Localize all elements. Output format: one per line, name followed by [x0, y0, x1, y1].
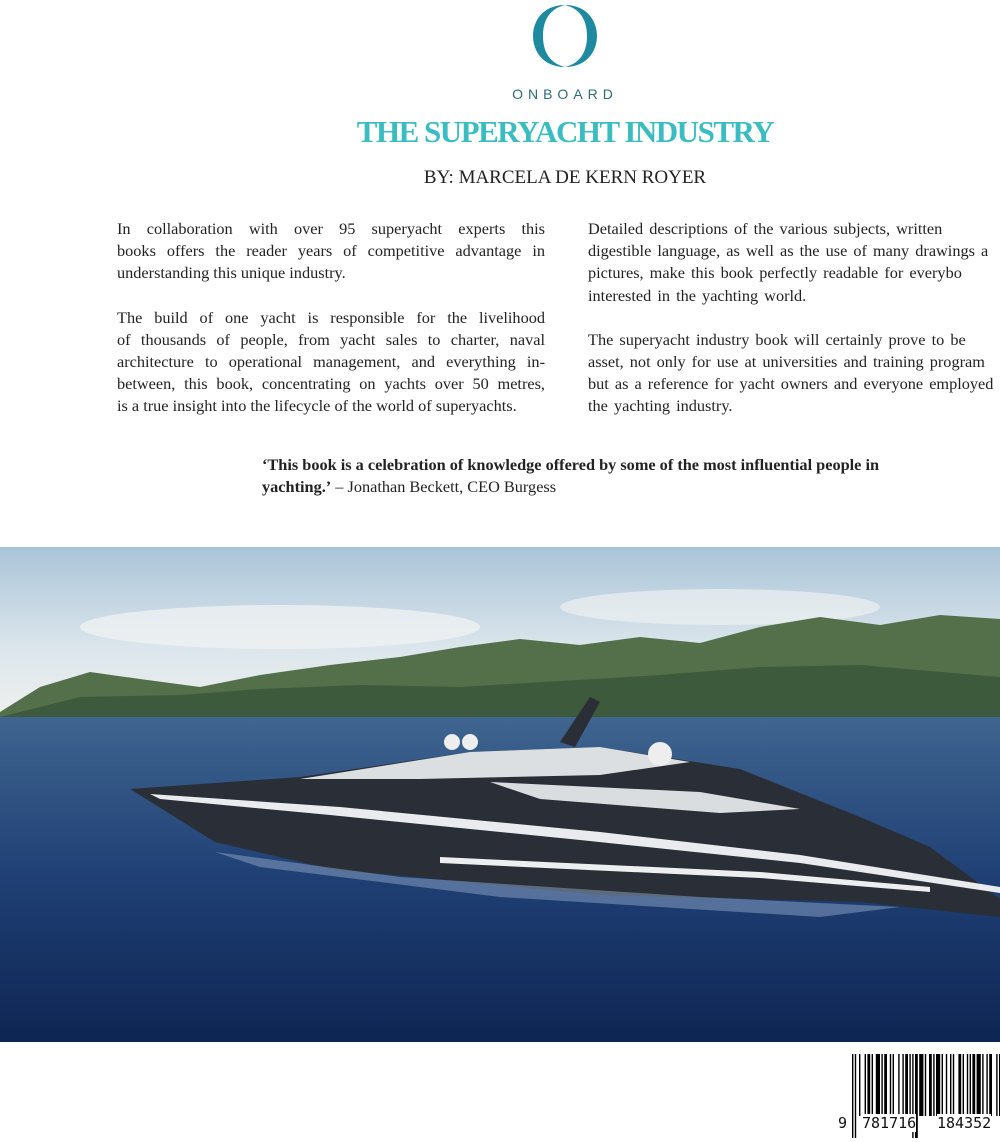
barcode-bar: [946, 1054, 947, 1116]
barcode-bar: [970, 1054, 971, 1116]
barcode-bar: [963, 1054, 964, 1116]
text-line: understanding this unique industry.: [117, 263, 346, 283]
barcode-bar: [893, 1054, 894, 1116]
text-line: architecture to operational management, and everything in-: [117, 352, 545, 372]
barcode-bar: [925, 1054, 926, 1116]
text-line: the yachting industry.: [588, 396, 733, 416]
barcode-bar: [881, 1054, 882, 1116]
text-line: The superyacht industry book will certainly prove to be: [588, 329, 966, 349]
brand-name: ONBOARD: [512, 86, 618, 102]
barcode-bar: [953, 1054, 954, 1116]
barcode-bar: [972, 1054, 975, 1116]
text-line: but as a reference for yacht owners and everyone employed: [588, 374, 994, 394]
barcode-bar: [977, 1054, 981, 1116]
text-line: is a true insight into the lifecycle of the world of superyachts.: [117, 396, 517, 416]
barcode-bar: [996, 1054, 997, 1116]
text-line: Detailed descriptions of the various subjects, written: [588, 219, 943, 238]
barcode-bar: [986, 1054, 987, 1116]
quote-text: ‘This book is a celebration of knowledge offered by some of the most influential people in yachting.’: [262, 455, 880, 496]
barcode-bar: [950, 1054, 951, 1116]
barcode-bar: [919, 1054, 923, 1116]
barcode-bar: [929, 1054, 932, 1116]
barcode-bar: [909, 1054, 910, 1116]
barcode-bar: [942, 1054, 943, 1116]
barcode-bar: [865, 1054, 866, 1116]
barcode-bar: [859, 1054, 860, 1116]
description-right-column: [588, 218, 1000, 418]
barcode-bar: [872, 1054, 873, 1116]
barcode-bar: [989, 1054, 992, 1116]
book-title: THE SUPERYACHT INDUSTRY: [356, 114, 774, 149]
barcode-bar: [905, 1054, 908, 1116]
text-line: In collaboration with over 95 superyacht experts this: [117, 219, 545, 238]
barcode-bar: [958, 1054, 961, 1116]
isbn-digit-prefix: 9: [838, 1114, 848, 1132]
text-line: books offers the reader years of competitive advantage in: [117, 241, 545, 261]
text-line: The build of one yacht is responsible for the livelihood: [117, 307, 545, 327]
barcode-bar: [898, 1054, 899, 1116]
text-line: between, this book, concentrating on yachts over 50 metres,: [117, 374, 545, 394]
barcode-bar: [852, 1054, 853, 1138]
barcode-bar: [982, 1054, 983, 1116]
text-line: interested in the yachting world.: [588, 285, 807, 305]
barcode-bar: [890, 1054, 891, 1116]
quote-attribution: – Jonathan Beckett, CEO Burgess: [331, 477, 557, 496]
text-line: pictures, make this book perfectly readable for everybo: [588, 263, 962, 283]
isbn-digits-right: 184352: [937, 1114, 992, 1132]
book-author: BY: MARCELA DE KERN ROYER: [423, 167, 707, 188]
barcode-bar: [876, 1054, 880, 1116]
barcode-bar: [884, 1054, 887, 1116]
isbn-digits-left: 781716: [862, 1114, 917, 1132]
onboard-logo-icon: [529, 3, 601, 69]
description-left-column: [117, 218, 545, 418]
endorsement-quote: [262, 454, 902, 498]
barcode-bar: [902, 1054, 903, 1116]
text-line: of thousands of people, from yacht sales to charter, naval: [117, 329, 545, 349]
barcode-bar: [933, 1054, 934, 1116]
yacht-photo: [0, 547, 1000, 1042]
barcode-bar: [855, 1054, 856, 1138]
text-line: asset, not only for use at universities and training program: [588, 352, 985, 372]
barcode-bar: [936, 1054, 940, 1116]
barcode-bar: [967, 1054, 968, 1116]
text-line: digestible language, as well as the use of many drawings a: [588, 241, 989, 261]
barcode-bar: [867, 1054, 870, 1116]
